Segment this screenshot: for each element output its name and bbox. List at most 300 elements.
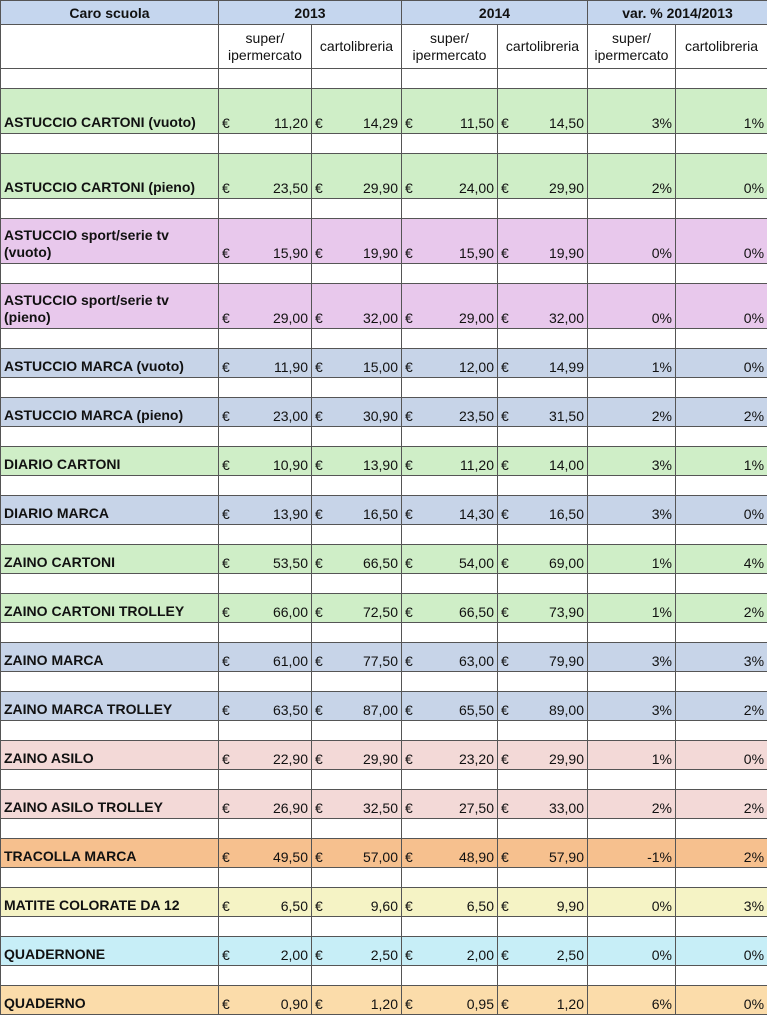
- price-cell-c14: [498, 937, 588, 966]
- price-value: 30,90: [363, 408, 398, 424]
- price-cell-c13: [312, 398, 402, 427]
- spacer-cell: [219, 199, 312, 219]
- currency-symbol: €: [222, 310, 230, 326]
- price-value: 9,90: [557, 898, 584, 914]
- spacer-cell: [498, 623, 588, 643]
- price-cell-s13: [219, 594, 312, 623]
- table-row: [1, 219, 767, 264]
- table-row: [1, 398, 767, 427]
- price-cell-c14: [498, 790, 588, 819]
- price-cell-s14: [402, 349, 498, 378]
- price-cell-c14: [498, 986, 588, 1015]
- item-name: ZAINO ASILO: [1, 741, 219, 770]
- price-value: 53,50: [273, 555, 308, 571]
- spacer-cell: [1, 966, 219, 986]
- spacer-cell: [402, 427, 498, 447]
- currency-symbol: €: [315, 653, 323, 669]
- price-value: 10,90: [273, 457, 308, 473]
- currency-symbol: €: [315, 898, 323, 914]
- price-value: 48,90: [459, 849, 494, 865]
- item-name: ZAINO ASILO TROLLEY: [1, 790, 219, 819]
- price-cell-c14: [498, 741, 588, 770]
- price-cell-s13: [219, 219, 312, 264]
- price-value: 19,90: [549, 245, 584, 261]
- spacer-cell: [498, 672, 588, 692]
- spacer-cell: [219, 476, 312, 496]
- spacer-cell: [402, 134, 498, 154]
- price-cell-s14: [402, 790, 498, 819]
- currency-symbol: €: [405, 555, 413, 571]
- currency-symbol: €: [222, 506, 230, 522]
- price-value: 11,90: [274, 359, 308, 375]
- spacer-row: [1, 868, 767, 888]
- spacer-cell: [498, 721, 588, 741]
- currency-symbol: €: [222, 408, 230, 424]
- spacer-cell: [219, 427, 312, 447]
- price-value: 1,20: [557, 996, 584, 1012]
- price-cell-s13: [219, 398, 312, 427]
- price-value: 15,90: [273, 245, 308, 261]
- year-2014-header: 2014: [402, 1, 588, 25]
- currency-symbol: €: [501, 653, 509, 669]
- spacer-cell: [676, 69, 767, 89]
- item-name: ASTUCCIO CARTONI (vuoto): [1, 89, 219, 134]
- price-value: 89,00: [549, 702, 584, 718]
- currency-symbol: €: [501, 555, 509, 571]
- spacer-cell: [402, 525, 498, 545]
- price-value: 19,90: [363, 245, 398, 261]
- price-cell-s14: [402, 284, 498, 329]
- spacer-cell: [219, 966, 312, 986]
- spacer-row: [1, 525, 767, 545]
- spacer-cell: [402, 378, 498, 398]
- spacer-cell: [676, 134, 767, 154]
- currency-symbol: €: [222, 751, 230, 767]
- spacer-cell: [402, 917, 498, 937]
- currency-symbol: €: [222, 180, 230, 196]
- currency-symbol: €: [405, 751, 413, 767]
- spacer-row: [1, 427, 767, 447]
- price-cell-c13: [312, 888, 402, 917]
- item-name: ASTUCCIO CARTONI (pieno): [1, 154, 219, 199]
- price-value: 15,90: [459, 245, 494, 261]
- currency-symbol: €: [222, 457, 230, 473]
- spacer-cell: [498, 69, 588, 89]
- price-cell-s13: [219, 349, 312, 378]
- spacer-cell: [1, 623, 219, 643]
- spacer-row: [1, 134, 767, 154]
- price-cell-s13: [219, 692, 312, 721]
- spacer-cell: [219, 819, 312, 839]
- spacer-cell: [1, 476, 219, 496]
- spacer-row: [1, 378, 767, 398]
- currency-symbol: €: [405, 506, 413, 522]
- spacer-cell: [312, 329, 402, 349]
- spacer-row: [1, 199, 767, 219]
- spacer-cell: [676, 868, 767, 888]
- price-value: 23,50: [459, 408, 494, 424]
- spacer-cell: [402, 868, 498, 888]
- price-value: 32,00: [549, 310, 584, 326]
- variation-cell-vs: 0%: [588, 937, 676, 966]
- spacer-row: [1, 770, 767, 790]
- spacer-row: [1, 264, 767, 284]
- variation-cell-vs: 1%: [588, 349, 676, 378]
- spacer-cell: [498, 917, 588, 937]
- currency-symbol: €: [222, 996, 230, 1012]
- price-value: 26,90: [273, 800, 308, 816]
- price-cell-s14: [402, 545, 498, 574]
- currency-symbol: €: [315, 555, 323, 571]
- variation-cell-vc: 3%: [676, 888, 767, 917]
- table-row: [1, 839, 767, 868]
- spacer-cell: [498, 525, 588, 545]
- currency-symbol: €: [315, 996, 323, 1012]
- price-cell-c13: [312, 447, 402, 476]
- item-name: QUADERNONE: [1, 937, 219, 966]
- price-value: 11,20: [460, 457, 494, 473]
- spacer-cell: [676, 672, 767, 692]
- spacer-cell: [312, 819, 402, 839]
- spacer-cell: [588, 917, 676, 937]
- spacer-cell: [676, 378, 767, 398]
- variation-cell-vs: 3%: [588, 692, 676, 721]
- spacer-cell: [588, 770, 676, 790]
- currency-symbol: €: [222, 359, 230, 375]
- price-cell-s13: [219, 790, 312, 819]
- spacer-cell: [402, 476, 498, 496]
- variation-cell-vs: 1%: [588, 545, 676, 574]
- item-name: DIARIO MARCA: [1, 496, 219, 525]
- price-cell-s13: [219, 888, 312, 917]
- price-value: 2,50: [371, 947, 398, 963]
- currency-symbol: €: [405, 310, 413, 326]
- spacer-cell: [676, 770, 767, 790]
- spacer-cell: [588, 672, 676, 692]
- price-value: 27,50: [459, 800, 494, 816]
- table-row: [1, 496, 767, 525]
- currency-symbol: €: [405, 849, 413, 865]
- currency-symbol: €: [315, 800, 323, 816]
- spacer-cell: [498, 574, 588, 594]
- spacer-cell: [402, 672, 498, 692]
- price-value: 29,90: [363, 751, 398, 767]
- spacer-cell: [312, 199, 402, 219]
- currency-symbol: €: [501, 245, 509, 261]
- price-value: 13,90: [363, 457, 398, 473]
- price-cell-c13: [312, 790, 402, 819]
- price-cell-c13: [312, 741, 402, 770]
- price-value: 6,50: [281, 898, 308, 914]
- spacer-cell: [588, 427, 676, 447]
- currency-symbol: €: [501, 408, 509, 424]
- table-row: [1, 284, 767, 329]
- table-title: Caro scuola: [1, 1, 219, 25]
- price-cell-c13: [312, 643, 402, 672]
- price-cell-c13: [312, 692, 402, 721]
- price-value: 29,90: [549, 180, 584, 196]
- price-value: 66,00: [273, 604, 308, 620]
- subheader-cartolibreria-2013: cartolibreria: [312, 25, 402, 69]
- table-row: [1, 741, 767, 770]
- price-cell-s14: [402, 839, 498, 868]
- currency-symbol: €: [501, 849, 509, 865]
- spacer-row: [1, 721, 767, 741]
- currency-symbol: €: [222, 653, 230, 669]
- item-name: DIARIO CARTONI: [1, 447, 219, 476]
- price-cell-s14: [402, 986, 498, 1015]
- spacer-cell: [676, 623, 767, 643]
- spacer-cell: [312, 69, 402, 89]
- spacer-row: [1, 574, 767, 594]
- price-cell-s14: [402, 643, 498, 672]
- price-value: 2,00: [467, 947, 494, 963]
- price-value: 14,00: [549, 457, 584, 473]
- currency-symbol: €: [501, 702, 509, 718]
- variation-cell-vs: 1%: [588, 594, 676, 623]
- item-name: ASTUCCIO MARCA (pieno): [1, 398, 219, 427]
- currency-symbol: €: [315, 751, 323, 767]
- price-value: 49,50: [273, 849, 308, 865]
- currency-symbol: €: [405, 653, 413, 669]
- table-row: [1, 594, 767, 623]
- spacer-cell: [588, 199, 676, 219]
- price-cell-c13: [312, 937, 402, 966]
- spacer-row: [1, 966, 767, 986]
- price-value: 32,00: [363, 310, 398, 326]
- spacer-cell: [312, 721, 402, 741]
- spacer-cell: [1, 329, 219, 349]
- spacer-cell: [498, 819, 588, 839]
- variation-cell-vc: 4%: [676, 545, 767, 574]
- variation-cell-vc: 0%: [676, 496, 767, 525]
- price-cell-c14: [498, 888, 588, 917]
- price-cell-s14: [402, 741, 498, 770]
- spacer-cell: [498, 966, 588, 986]
- currency-symbol: €: [405, 457, 413, 473]
- spacer-cell: [312, 264, 402, 284]
- currency-symbol: €: [222, 555, 230, 571]
- price-cell-c13: [312, 986, 402, 1015]
- price-cell-s14: [402, 692, 498, 721]
- variation-cell-vc: 2%: [676, 839, 767, 868]
- price-cell-s14: [402, 447, 498, 476]
- variation-cell-vc: 1%: [676, 447, 767, 476]
- table-row: [1, 937, 767, 966]
- spacer-cell: [1, 69, 219, 89]
- spacer-cell: [676, 264, 767, 284]
- currency-symbol: €: [405, 359, 413, 375]
- spacer-cell: [588, 819, 676, 839]
- spacer-cell: [219, 623, 312, 643]
- spacer-cell: [219, 69, 312, 89]
- price-cell-c14: [498, 496, 588, 525]
- spacer-cell: [219, 378, 312, 398]
- price-cell-s14: [402, 398, 498, 427]
- spacer-cell: [676, 427, 767, 447]
- spacer-cell: [676, 199, 767, 219]
- currency-symbol: €: [222, 115, 230, 131]
- spacer-cell: [312, 378, 402, 398]
- table-row: [1, 154, 767, 199]
- price-cell-s14: [402, 937, 498, 966]
- price-cell-s13: [219, 741, 312, 770]
- item-name: ZAINO CARTONI: [1, 545, 219, 574]
- currency-symbol: €: [405, 800, 413, 816]
- variation-cell-vc: 0%: [676, 937, 767, 966]
- price-value: 61,00: [273, 653, 308, 669]
- variation-cell-vs: 3%: [588, 89, 676, 134]
- price-cell-s13: [219, 937, 312, 966]
- spacer-cell: [588, 69, 676, 89]
- spacer-cell: [312, 966, 402, 986]
- spacer-cell: [402, 623, 498, 643]
- currency-symbol: €: [315, 408, 323, 424]
- table-row: [1, 89, 767, 134]
- price-value: 73,90: [549, 604, 584, 620]
- currency-symbol: €: [501, 359, 509, 375]
- price-value: 32,50: [363, 800, 398, 816]
- price-cell-s13: [219, 89, 312, 134]
- price-value: 12,00: [459, 359, 494, 375]
- price-cell-s13: [219, 643, 312, 672]
- currency-symbol: €: [315, 359, 323, 375]
- spacer-cell: [312, 134, 402, 154]
- currency-symbol: €: [222, 604, 230, 620]
- price-cell-s13: [219, 496, 312, 525]
- header-row: [1, 1, 767, 25]
- price-cell-c14: [498, 349, 588, 378]
- spacer-cell: [1, 134, 219, 154]
- table-row: [1, 643, 767, 672]
- spacer-cell: [498, 476, 588, 496]
- subheader-cartolibreria-var: cartolibreria: [676, 25, 767, 69]
- price-value: 0,95: [467, 996, 494, 1012]
- currency-symbol: €: [315, 506, 323, 522]
- spacer-cell: [312, 427, 402, 447]
- currency-symbol: €: [405, 408, 413, 424]
- table-row: [1, 888, 767, 917]
- spacer-cell: [312, 770, 402, 790]
- variation-cell-vs: 2%: [588, 398, 676, 427]
- price-cell-c13: [312, 594, 402, 623]
- table-row: [1, 986, 767, 1015]
- variation-cell-vs: 2%: [588, 790, 676, 819]
- variation-cell-vs: 3%: [588, 643, 676, 672]
- spacer-cell: [1, 819, 219, 839]
- spacer-cell: [1, 199, 219, 219]
- spacer-cell: [676, 819, 767, 839]
- price-cell-s13: [219, 545, 312, 574]
- price-value: 87,00: [363, 702, 398, 718]
- price-value: 2,00: [281, 947, 308, 963]
- spacer-cell: [1, 574, 219, 594]
- spacer-cell: [219, 329, 312, 349]
- currency-symbol: €: [315, 849, 323, 865]
- variation-cell-vs: 0%: [588, 284, 676, 329]
- price-cell-s14: [402, 888, 498, 917]
- price-cell-s14: [402, 219, 498, 264]
- price-cell-c14: [498, 154, 588, 199]
- variation-cell-vc: 0%: [676, 219, 767, 264]
- price-value: 22,90: [273, 751, 308, 767]
- spacer-row: [1, 476, 767, 496]
- variation-cell-vs: 1%: [588, 741, 676, 770]
- spacer-cell: [1, 672, 219, 692]
- currency-symbol: €: [501, 898, 509, 914]
- spacer-cell: [588, 264, 676, 284]
- spacer-cell: [1, 868, 219, 888]
- price-value: 9,60: [371, 898, 398, 914]
- variation-cell-vc: 0%: [676, 986, 767, 1015]
- currency-symbol: €: [501, 800, 509, 816]
- currency-symbol: €: [222, 849, 230, 865]
- item-name: ASTUCCIO sport/serie tv (pieno): [1, 284, 219, 329]
- spacer-cell: [402, 966, 498, 986]
- currency-symbol: €: [405, 898, 413, 914]
- spacer-cell: [498, 264, 588, 284]
- spacer-cell: [312, 476, 402, 496]
- currency-symbol: €: [405, 115, 413, 131]
- currency-symbol: €: [222, 898, 230, 914]
- spacer-cell: [498, 378, 588, 398]
- currency-symbol: €: [501, 604, 509, 620]
- currency-symbol: €: [315, 180, 323, 196]
- price-cell-c14: [498, 594, 588, 623]
- spacer-cell: [498, 329, 588, 349]
- spacer-row: [1, 623, 767, 643]
- spacer-cell: [676, 329, 767, 349]
- currency-symbol: €: [405, 245, 413, 261]
- price-value: 0,90: [281, 996, 308, 1012]
- item-name: ZAINO CARTONI TROLLEY: [1, 594, 219, 623]
- spacer-cell: [312, 868, 402, 888]
- price-value: 16,50: [363, 506, 398, 522]
- spacer-cell: [676, 525, 767, 545]
- price-cell-s14: [402, 89, 498, 134]
- spacer-cell: [219, 868, 312, 888]
- price-cell-s13: [219, 839, 312, 868]
- price-value: 23,20: [459, 751, 494, 767]
- spacer-cell: [1, 264, 219, 284]
- price-value: 29,00: [273, 310, 308, 326]
- table-row: [1, 447, 767, 476]
- spacer-cell: [588, 721, 676, 741]
- item-name: ZAINO MARCA TROLLEY: [1, 692, 219, 721]
- spacer-cell: [402, 721, 498, 741]
- price-value: 57,00: [363, 849, 398, 865]
- spacer-cell: [219, 721, 312, 741]
- price-cell-s13: [219, 284, 312, 329]
- subheader-empty: [1, 25, 219, 69]
- spacer-cell: [219, 917, 312, 937]
- table-row: [1, 790, 767, 819]
- spacer-cell: [1, 378, 219, 398]
- spacer-cell: [588, 134, 676, 154]
- spacer-cell: [676, 721, 767, 741]
- price-value: 54,00: [459, 555, 494, 571]
- subheader-cartolibreria-2014: cartolibreria: [498, 25, 588, 69]
- variation-cell-vc: 0%: [676, 741, 767, 770]
- price-cell-c14: [498, 545, 588, 574]
- price-value: 14,29: [363, 115, 398, 131]
- spacer-cell: [588, 329, 676, 349]
- item-name: QUADERNO: [1, 986, 219, 1015]
- price-cell-s14: [402, 154, 498, 199]
- item-name: TRACOLLA MARCA: [1, 839, 219, 868]
- item-name: ASTUCCIO sport/serie tv (vuoto): [1, 219, 219, 264]
- variation-cell-vc: 0%: [676, 154, 767, 199]
